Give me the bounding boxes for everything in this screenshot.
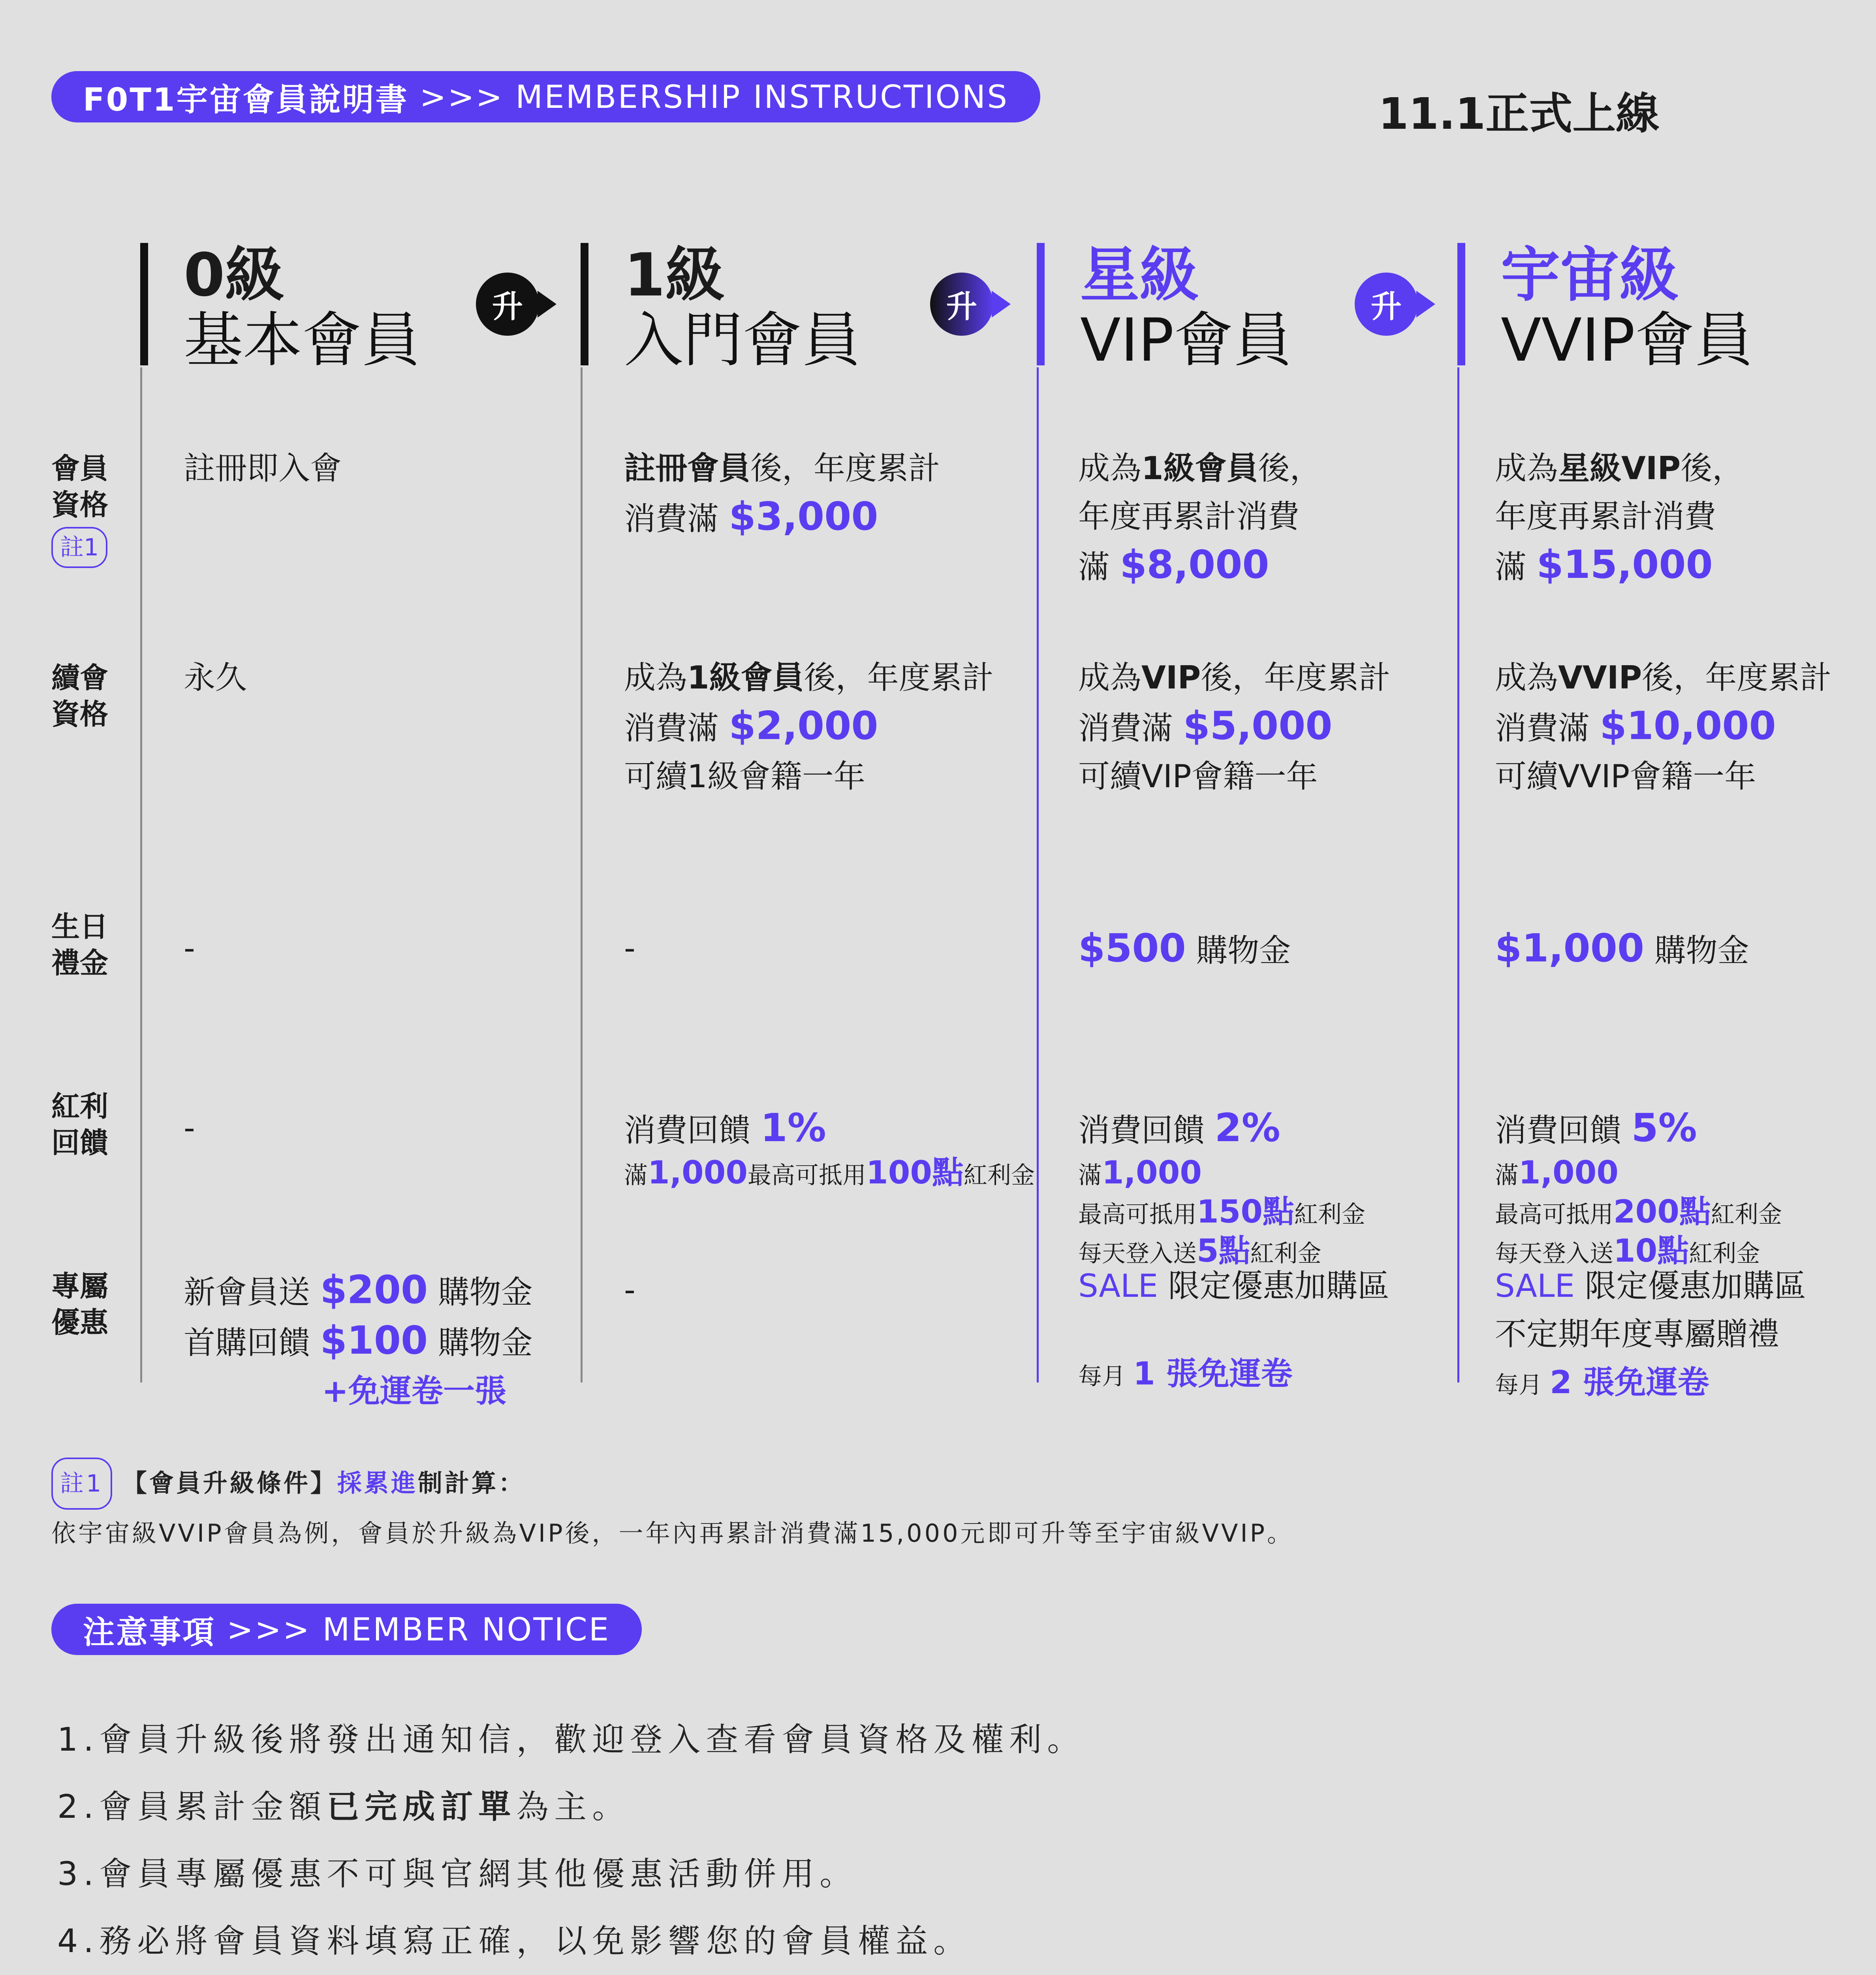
tier-0-level: 0級 <box>184 241 284 310</box>
row-label-eligibility <box>51 450 118 568</box>
cell-exclusive-3: SALE 限定優惠加購區 不定期年度專屬贈禮 每月 2 張免運卷 <box>1495 1268 1806 1401</box>
upgrade-label: 升 <box>1370 289 1402 325</box>
upgrade-arrow-icon <box>1355 273 1418 336</box>
tier-1-header <box>581 241 861 375</box>
tier-0-header <box>140 241 421 375</box>
page-subtitle: >>> MEMBERSHIP INSTRUCTIONS <box>419 78 1009 115</box>
list-item: 3.會員專屬優惠不可與官網其他優惠活動併用。 <box>57 1855 858 1893</box>
cell-rebate-3: 消費回饋 5% 滿1,000 最高可抵用200點紅利金 每天登入送10點紅利金 <box>1495 1106 1782 1269</box>
cell-eligibility-1: 註冊會員後，年度累計 消費滿 $3,000 <box>624 450 940 539</box>
tier-2-level: 星級 <box>1080 241 1199 310</box>
cell-eligibility-0: 註冊即入會 <box>184 450 342 487</box>
row-label-line: 生日 <box>51 910 109 943</box>
cell-birthday-3: $1,000 購物金 <box>1495 926 1749 971</box>
row-label-exclusive <box>51 1268 118 1341</box>
upgrade-arrow-icon <box>930 273 993 336</box>
tier-3-name: VVIP會員 <box>1501 306 1754 375</box>
row-label-line: 資格 <box>51 698 109 731</box>
footnote-tail: 制計算： <box>417 1469 525 1497</box>
note-badge: 註1 <box>51 1458 112 1510</box>
cell-birthday-0: - <box>184 930 195 967</box>
upgrade-label: 升 <box>946 289 977 325</box>
list-item: 4.務必將會員資料填寫正確，以免影響您的會員權益。 <box>57 1922 972 1960</box>
tier-3-header <box>1457 241 1754 375</box>
row-label-line: 專屬 <box>51 1270 109 1303</box>
column-divider <box>581 367 583 1382</box>
column-divider <box>140 367 142 1382</box>
list-item: 1.會員升級後將發出通知信，歡迎登入查看會員資格及權利。 <box>57 1721 1085 1759</box>
cell-renewal-0: 永久 <box>184 659 247 696</box>
column-divider <box>1457 367 1459 1382</box>
notice-title-pill <box>51 1604 642 1655</box>
notice-list <box>57 1706 1085 1975</box>
cell-exclusive-2: SALE 限定優惠加購區 每月 1 張免運卷 <box>1078 1268 1389 1392</box>
cell-rebate-2: 消費回饋 2% 滿1,000 最高可抵用150點紅利金 每天登入送5點紅利金 <box>1078 1106 1365 1269</box>
tier-3-level: 宇宙級 <box>1501 241 1679 310</box>
row-label-birthday <box>51 908 118 981</box>
row-label-renewal <box>51 660 118 732</box>
cell-eligibility-3: 成為星級VIP後， 年度再累計消費 滿 $15,000 <box>1495 450 1744 587</box>
tier-2-name: VIP會員 <box>1080 306 1293 375</box>
row-label-line: 紅利 <box>51 1090 109 1123</box>
row-label-line: 資格 <box>51 488 109 521</box>
footnote-heading: 【會員升級條件】 <box>122 1469 337 1497</box>
column-divider <box>1037 367 1039 1382</box>
list-item: 2.會員累計金額已完成訂單為主。 <box>57 1788 630 1826</box>
cell-birthday-1: - <box>624 930 635 967</box>
page-title: F0T1宇宙會員說明書 <box>83 81 409 118</box>
tier-2-header <box>1037 241 1293 375</box>
tier-0-name: 基本會員 <box>184 306 421 375</box>
upgrade-arrow-icon <box>476 273 539 336</box>
cell-renewal-3: 成為VVIP後，年度累計 消費滿 $10,000 可續VVIP會籍一年 <box>1495 659 1832 795</box>
cell-exclusive-0: 新會員送 $200 購物金 首購回饋 $100 購物金 +免運卷一張 <box>184 1268 533 1409</box>
note-badge: 註1 <box>51 527 107 568</box>
page-title-pill <box>51 71 1040 122</box>
row-label-line: 回饋 <box>51 1126 109 1159</box>
cell-rebate-0: - <box>184 1110 195 1146</box>
row-label-line: 優惠 <box>51 1306 109 1339</box>
cell-rebate-1: 消費回饋 1% 滿1,000最高可抵用100點紅利金 <box>624 1106 1035 1191</box>
cell-renewal-2: 成為VIP後，年度累計 消費滿 $5,000 可續VIP會籍一年 <box>1078 659 1391 795</box>
cell-renewal-1: 成為1級會員後，年度累計 消費滿 $2,000 可續1級會籍一年 <box>624 659 994 795</box>
upgrade-label: 升 <box>492 289 523 325</box>
row-label-line: 禮金 <box>51 946 109 980</box>
cell-exclusive-1: - <box>624 1272 635 1308</box>
footnote <box>51 1458 1294 1557</box>
cell-eligibility-2: 成為1級會員後， 年度再累計消費 滿 $8,000 <box>1078 450 1321 587</box>
notice-title: 注意事項 <box>83 1614 216 1651</box>
row-label-line: 續會 <box>51 661 109 694</box>
row-label-rebate <box>51 1088 118 1161</box>
notice-subtitle: >>> MEMBER NOTICE <box>227 1611 611 1648</box>
cell-birthday-2: $500 購物金 <box>1078 926 1291 971</box>
footnote-highlight: 採累進 <box>337 1469 418 1497</box>
footnote-text: 依宇宙級VVIP會員為例，會員於升級為VIP後，一年內再累計消費滿15,000元即可升等至宇宙級VVIP。 <box>51 1519 1294 1548</box>
launch-date: 11.1正式上線 <box>1378 88 1660 139</box>
row-label-line: 會員 <box>51 452 109 485</box>
tier-1-level: 1級 <box>624 241 725 310</box>
tier-1-name: 入門會員 <box>624 306 861 375</box>
